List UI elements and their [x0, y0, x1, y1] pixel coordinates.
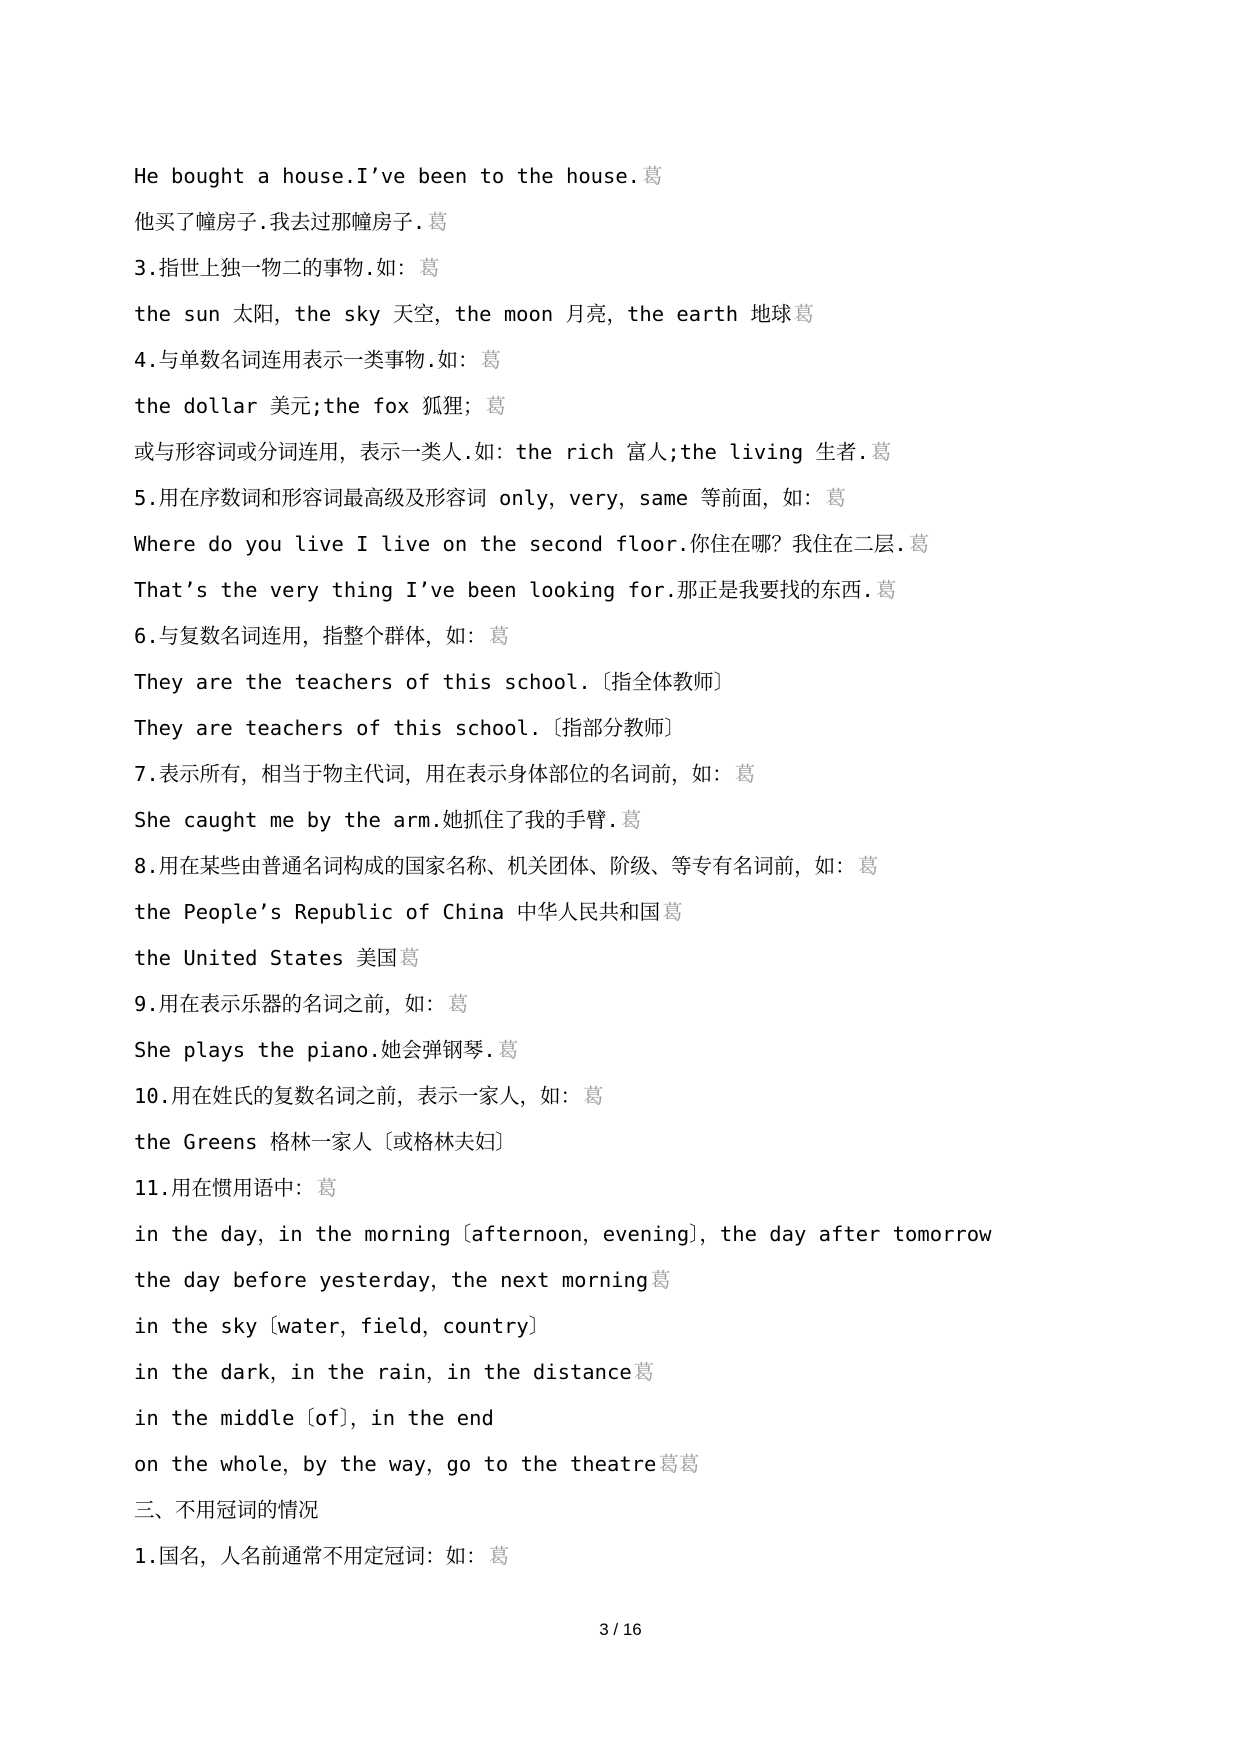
line-mark: 葛 [485, 394, 506, 418]
line-text: She caught me by the arm.她抓住了我的手臂. [134, 808, 619, 832]
line-mark: 葛 [650, 1268, 671, 1292]
line-text: 或与形容词或分词连用，表示一类人.如：the rich 富人;the living 生者. [134, 440, 869, 464]
document-body [134, 153, 1134, 1579]
text-line [134, 1027, 1134, 1073]
text-line [134, 153, 1134, 199]
text-line [134, 1165, 1134, 1211]
text-line [134, 1533, 1134, 1579]
text-line [134, 475, 1134, 521]
line-text: 7.表示所有，相当于物主代词，用在表示身体部位的名词前，如： [134, 762, 733, 786]
text-line [134, 1395, 1134, 1441]
line-text: the People’s Republic of China 中华人民共和国 [134, 900, 661, 924]
line-mark: 葛 [447, 992, 469, 1016]
text-line [134, 521, 1134, 567]
line-mark: 葛 [620, 808, 642, 832]
line-text: 6.与复数名词连用，指整个群体，如： [134, 624, 487, 648]
line-text: 10.用在姓氏的复数名词之前，表示一家人，如： [134, 1084, 582, 1108]
line-text: in the sky〔water，field，country〕 [134, 1314, 550, 1338]
line-mark: 葛 [662, 900, 683, 924]
text-line [134, 383, 1134, 429]
text-line [134, 613, 1134, 659]
line-mark: 葛 [488, 624, 510, 648]
line-mark: 葛 [633, 1360, 655, 1384]
line-mark: 葛 [583, 1084, 604, 1108]
line-text: He bought a house.I’ve been to the house. [134, 164, 641, 188]
text-line [134, 751, 1134, 797]
line-mark: 葛 [316, 1176, 338, 1200]
line-mark: 葛 [734, 762, 756, 786]
text-line [134, 291, 1134, 337]
line-text: 三、不用冠词的情况 [134, 1498, 319, 1522]
text-line [134, 245, 1134, 291]
line-text: on the whole，by the way，go to the theatre [134, 1452, 657, 1476]
text-line [134, 429, 1134, 475]
line-mark: 葛 [908, 532, 930, 556]
text-line [134, 705, 1134, 751]
line-mark: 葛 [480, 348, 502, 372]
line-text: 4.与单数名词连用表示一类事物.如： [134, 348, 479, 372]
line-text: the dollar 美元;the fox 狐狸； [134, 394, 484, 418]
text-line [134, 567, 1134, 613]
line-text: in the dark，in the rain，in the distance [134, 1360, 632, 1384]
text-line [134, 1441, 1134, 1487]
line-text: the Greens 格林一家人〔或格林夫妇〕 [134, 1130, 516, 1154]
line-text: She plays the piano.她会弹钢琴. [134, 1038, 496, 1062]
text-line [134, 1487, 1134, 1533]
line-text: 11.用在惯用语中： [134, 1176, 315, 1200]
text-line [134, 1119, 1134, 1165]
text-line [134, 659, 1134, 705]
text-line [134, 199, 1134, 245]
line-mark: 葛 [870, 440, 892, 464]
line-text: That’s the very thing I’ve been looking for.那正是我要找的东西. [134, 578, 874, 602]
page-number: 3 / 16 [599, 1620, 642, 1639]
line-mark: 葛 [419, 256, 440, 280]
line-mark: 葛 [497, 1038, 519, 1062]
line-mark: 葛 [857, 854, 879, 878]
text-line [134, 889, 1134, 935]
text-line [134, 337, 1134, 383]
line-text: 9.用在表示乐器的名词之前，如： [134, 992, 446, 1016]
line-mark: 葛 [427, 210, 448, 234]
line-mark: 葛葛 [658, 1452, 700, 1476]
text-line [134, 1303, 1134, 1349]
line-text: 3.指世上独一物二的事物.如： [134, 256, 418, 280]
line-text: They are teachers of this school.〔指部分教师〕 [134, 716, 685, 740]
line-text: 他买了幢房子.我去过那幢房子. [134, 210, 426, 234]
text-line [134, 935, 1134, 981]
text-line [134, 797, 1134, 843]
line-text: the day before yesterday，the next morning [134, 1268, 649, 1292]
text-line [134, 1349, 1134, 1395]
line-mark: 葛 [793, 302, 814, 326]
line-text: the United States 美国 [134, 946, 398, 970]
line-mark: 葛 [825, 486, 846, 510]
line-mark: 葛 [399, 946, 420, 970]
line-text: 1.国名，人名前通常不用定冠词：如： [134, 1544, 487, 1568]
line-text: 8.用在某些由普通名词构成的国家名称、机关团体、阶级、等专有名词前，如： [134, 854, 856, 878]
line-text: 5.用在序数词和形容词最高级及形容词 only，very，same 等前面，如： [134, 486, 824, 510]
text-line [134, 843, 1134, 889]
line-mark: 葛 [488, 1544, 510, 1568]
text-line [134, 981, 1134, 1027]
line-mark: 葛 [875, 578, 897, 602]
line-text: in the day，in the morning〔afternoon，evening〕，the day after tomorrow [134, 1222, 992, 1246]
line-text: in the middle〔of〕，in the end [134, 1406, 494, 1430]
line-text: They are the teachers of this school.〔指全体教师〕 [134, 670, 735, 694]
line-text: Where do you live I live on the second floor.你住在哪？我住在二层. [134, 532, 907, 556]
line-mark: 葛 [642, 164, 663, 188]
text-line [134, 1211, 1134, 1257]
line-text: the sun 太阳，the sky 天空，the moon 月亮，the earth 地球 [134, 302, 792, 326]
text-line [134, 1257, 1134, 1303]
text-line [134, 1073, 1134, 1119]
